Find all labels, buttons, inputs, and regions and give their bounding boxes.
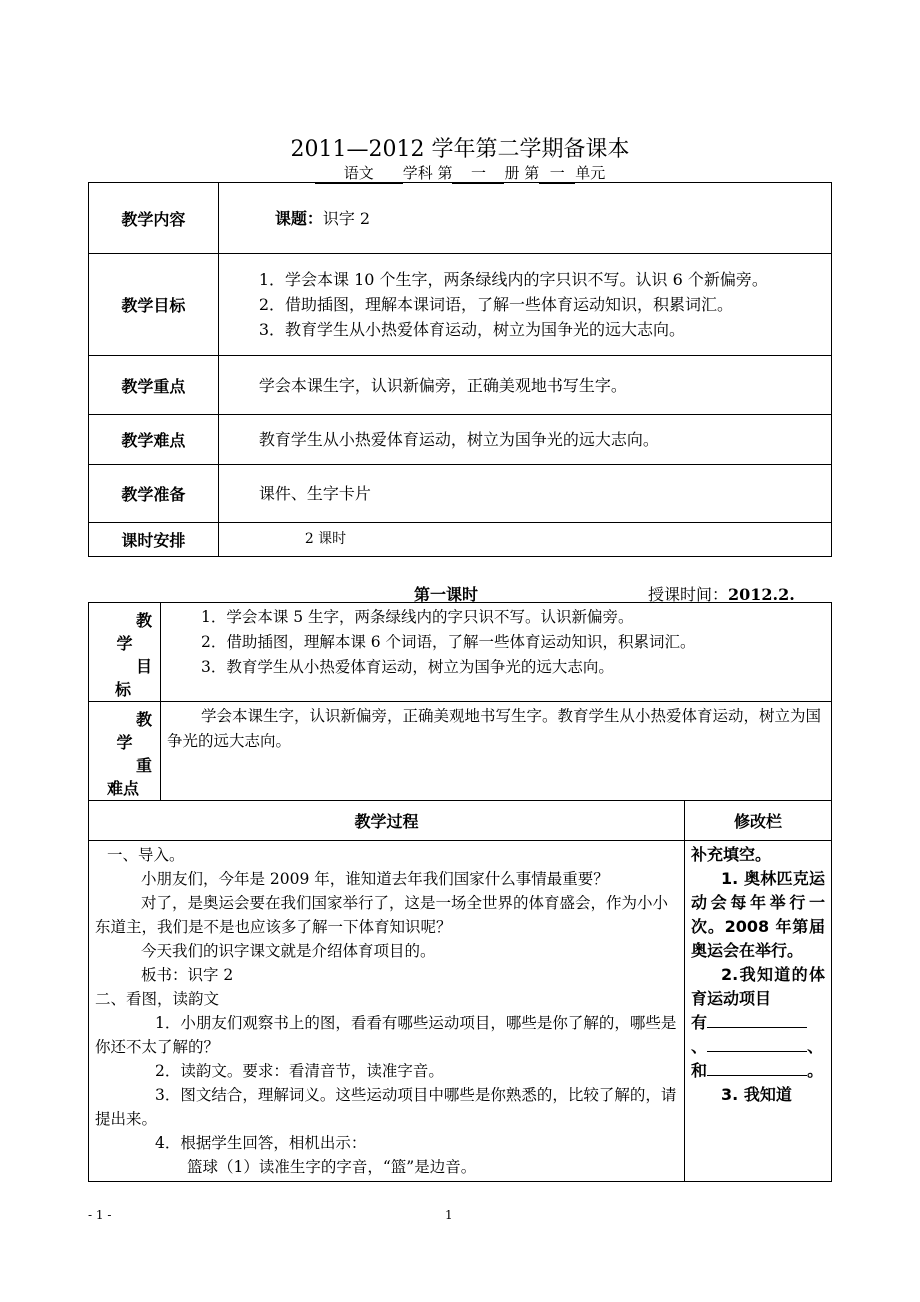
unit-value: 一	[539, 162, 575, 184]
row-content: 2 课时	[218, 523, 831, 557]
process-body-row	[89, 841, 832, 1182]
fill-blank[interactable]	[707, 1035, 807, 1052]
overview-row-difficulty	[89, 415, 832, 465]
side-blank-line: 和 。	[691, 1061, 824, 1080]
row-label: 教学准备	[89, 465, 219, 523]
goals-label: 教 学 目 标	[89, 603, 161, 702]
side-title: 补充填空。	[691, 845, 772, 864]
overview-row-schedule	[89, 523, 832, 557]
lesson-goals-row	[89, 603, 832, 702]
row-content	[218, 254, 831, 356]
revise-header: 修改栏	[685, 801, 832, 841]
process-line: 小朋友们，今年是 2009 年，谁知道去年我们国家什么事情最重要？	[141, 870, 609, 888]
process-line: 二、看图，读韵文	[95, 990, 220, 1008]
process-line: 1．小朋友们观察书上的图，看看有哪些运动项目，哪些是你了解的，哪些是你还不太了解的？	[95, 1014, 677, 1056]
process-content	[89, 841, 685, 1182]
process-line: 一、导入。	[107, 846, 185, 864]
row-content	[218, 183, 831, 254]
topic-lead: 课题：	[274, 208, 323, 228]
goal-line: 3．教育学生从小热爱体育运动，树立为国争光的远大志向。	[200, 658, 614, 676]
overview-row-content	[89, 183, 832, 254]
goals-content	[160, 603, 831, 702]
key-content: 学会本课生字，认识新偏旁，正确美观地书写生字。教育学生从小热爱体育运动，树立为国争光的远大志向。	[160, 702, 831, 801]
process-header: 教学过程	[89, 801, 685, 841]
goal-line: 2．借助插图，理解本课词语，了解一些体育运动知识，积累词汇。	[258, 295, 733, 314]
side-item-1: 1. 奥林匹克运动会每年举行一次。2008 年第届奥运会在举行。	[691, 869, 825, 960]
overview-row-prep	[89, 465, 832, 523]
process-line: 2．读韵文。要求：看清音节，读准字音。	[155, 1062, 444, 1080]
row-content: 课件、生字卡片	[218, 465, 831, 523]
process-line: 3．图文结合，理解词义。这些运动项目中哪些是你熟悉的，比较了解的，请提出来。	[95, 1086, 677, 1128]
overview-table	[88, 182, 832, 557]
date-label: 授课时间：	[648, 585, 729, 604]
fill-blank[interactable]	[707, 1059, 807, 1076]
process-line: 对了，是奥运会要在我们国家举行了，这是一场全世界的体育盛会，作为小小东道主，我们是不是也应该多了解一下体育知识呢？	[95, 894, 669, 936]
subject-value: 语文	[315, 162, 403, 184]
side-item-3: 3. 我知道	[721, 1085, 792, 1104]
goal-line: 3．教育学生从小热爱体育运动，树立为国争光的远大志向。	[258, 320, 685, 339]
goal-line: 2．借助插图，理解本课 6 个词语，了解一些体育运动知识，积累词汇。	[200, 633, 696, 651]
revise-content	[685, 841, 832, 1182]
footer-page-number: 1	[445, 1208, 453, 1222]
footer-page-left: - 1 -	[88, 1208, 112, 1222]
overview-row-key	[89, 356, 832, 415]
process-line: 板书：识字 2	[141, 966, 234, 984]
page-subtitle	[0, 162, 920, 184]
overview-row-goals	[89, 254, 832, 356]
subject-suffix: 学科 第	[402, 164, 453, 182]
volume-suffix: 册 第	[504, 164, 540, 182]
row-content: 教育学生从小热爱体育运动，树立为国争光的远大志向。	[218, 415, 831, 465]
key-label: 教 学 重 难点	[89, 702, 161, 801]
row-content: 学会本课生字，认识新偏旁，正确美观地书写生字。	[218, 356, 831, 415]
page-title: 2011—2012 学年第二学期备课本	[290, 137, 630, 162]
side-blank-line: 有	[691, 1011, 825, 1035]
topic-value: 识字 2	[322, 208, 371, 228]
process-line: 今天我们的识字课文就是介绍体育项目的。	[141, 942, 436, 960]
row-label: 教学难点	[89, 415, 219, 465]
process-line: 篮球（1）读准生字的字音，“篮”是边音。	[187, 1158, 477, 1176]
row-label: 课时安排	[89, 523, 219, 557]
volume-value: 一	[452, 162, 504, 184]
row-label: 教学重点	[89, 356, 219, 415]
lesson-table	[88, 602, 832, 1182]
lesson-key-row	[89, 702, 832, 801]
fill-blank[interactable]	[707, 1011, 807, 1028]
side-item-2: 2.我知道的体育运动项目	[691, 965, 825, 1008]
unit-suffix: 单元	[575, 164, 606, 182]
date-value: 2012.2.	[728, 585, 795, 604]
row-label: 教学内容	[89, 183, 219, 254]
lesson-heading: 第一课时	[414, 585, 479, 604]
goal-line: 1．学会本课 5 生字，两条绿线内的字只识不写。认识新偏旁。	[200, 608, 634, 626]
process-header-row	[89, 801, 832, 841]
process-line: 4．根据学生回答，相机出示：	[155, 1134, 367, 1152]
row-label: 教学目标	[89, 254, 219, 356]
side-blank-line: 、 、	[691, 1037, 824, 1056]
goal-line: 1．学会本课 10 个生字，两条绿线内的字只识不写。认识 6 个新偏旁。	[258, 270, 768, 289]
